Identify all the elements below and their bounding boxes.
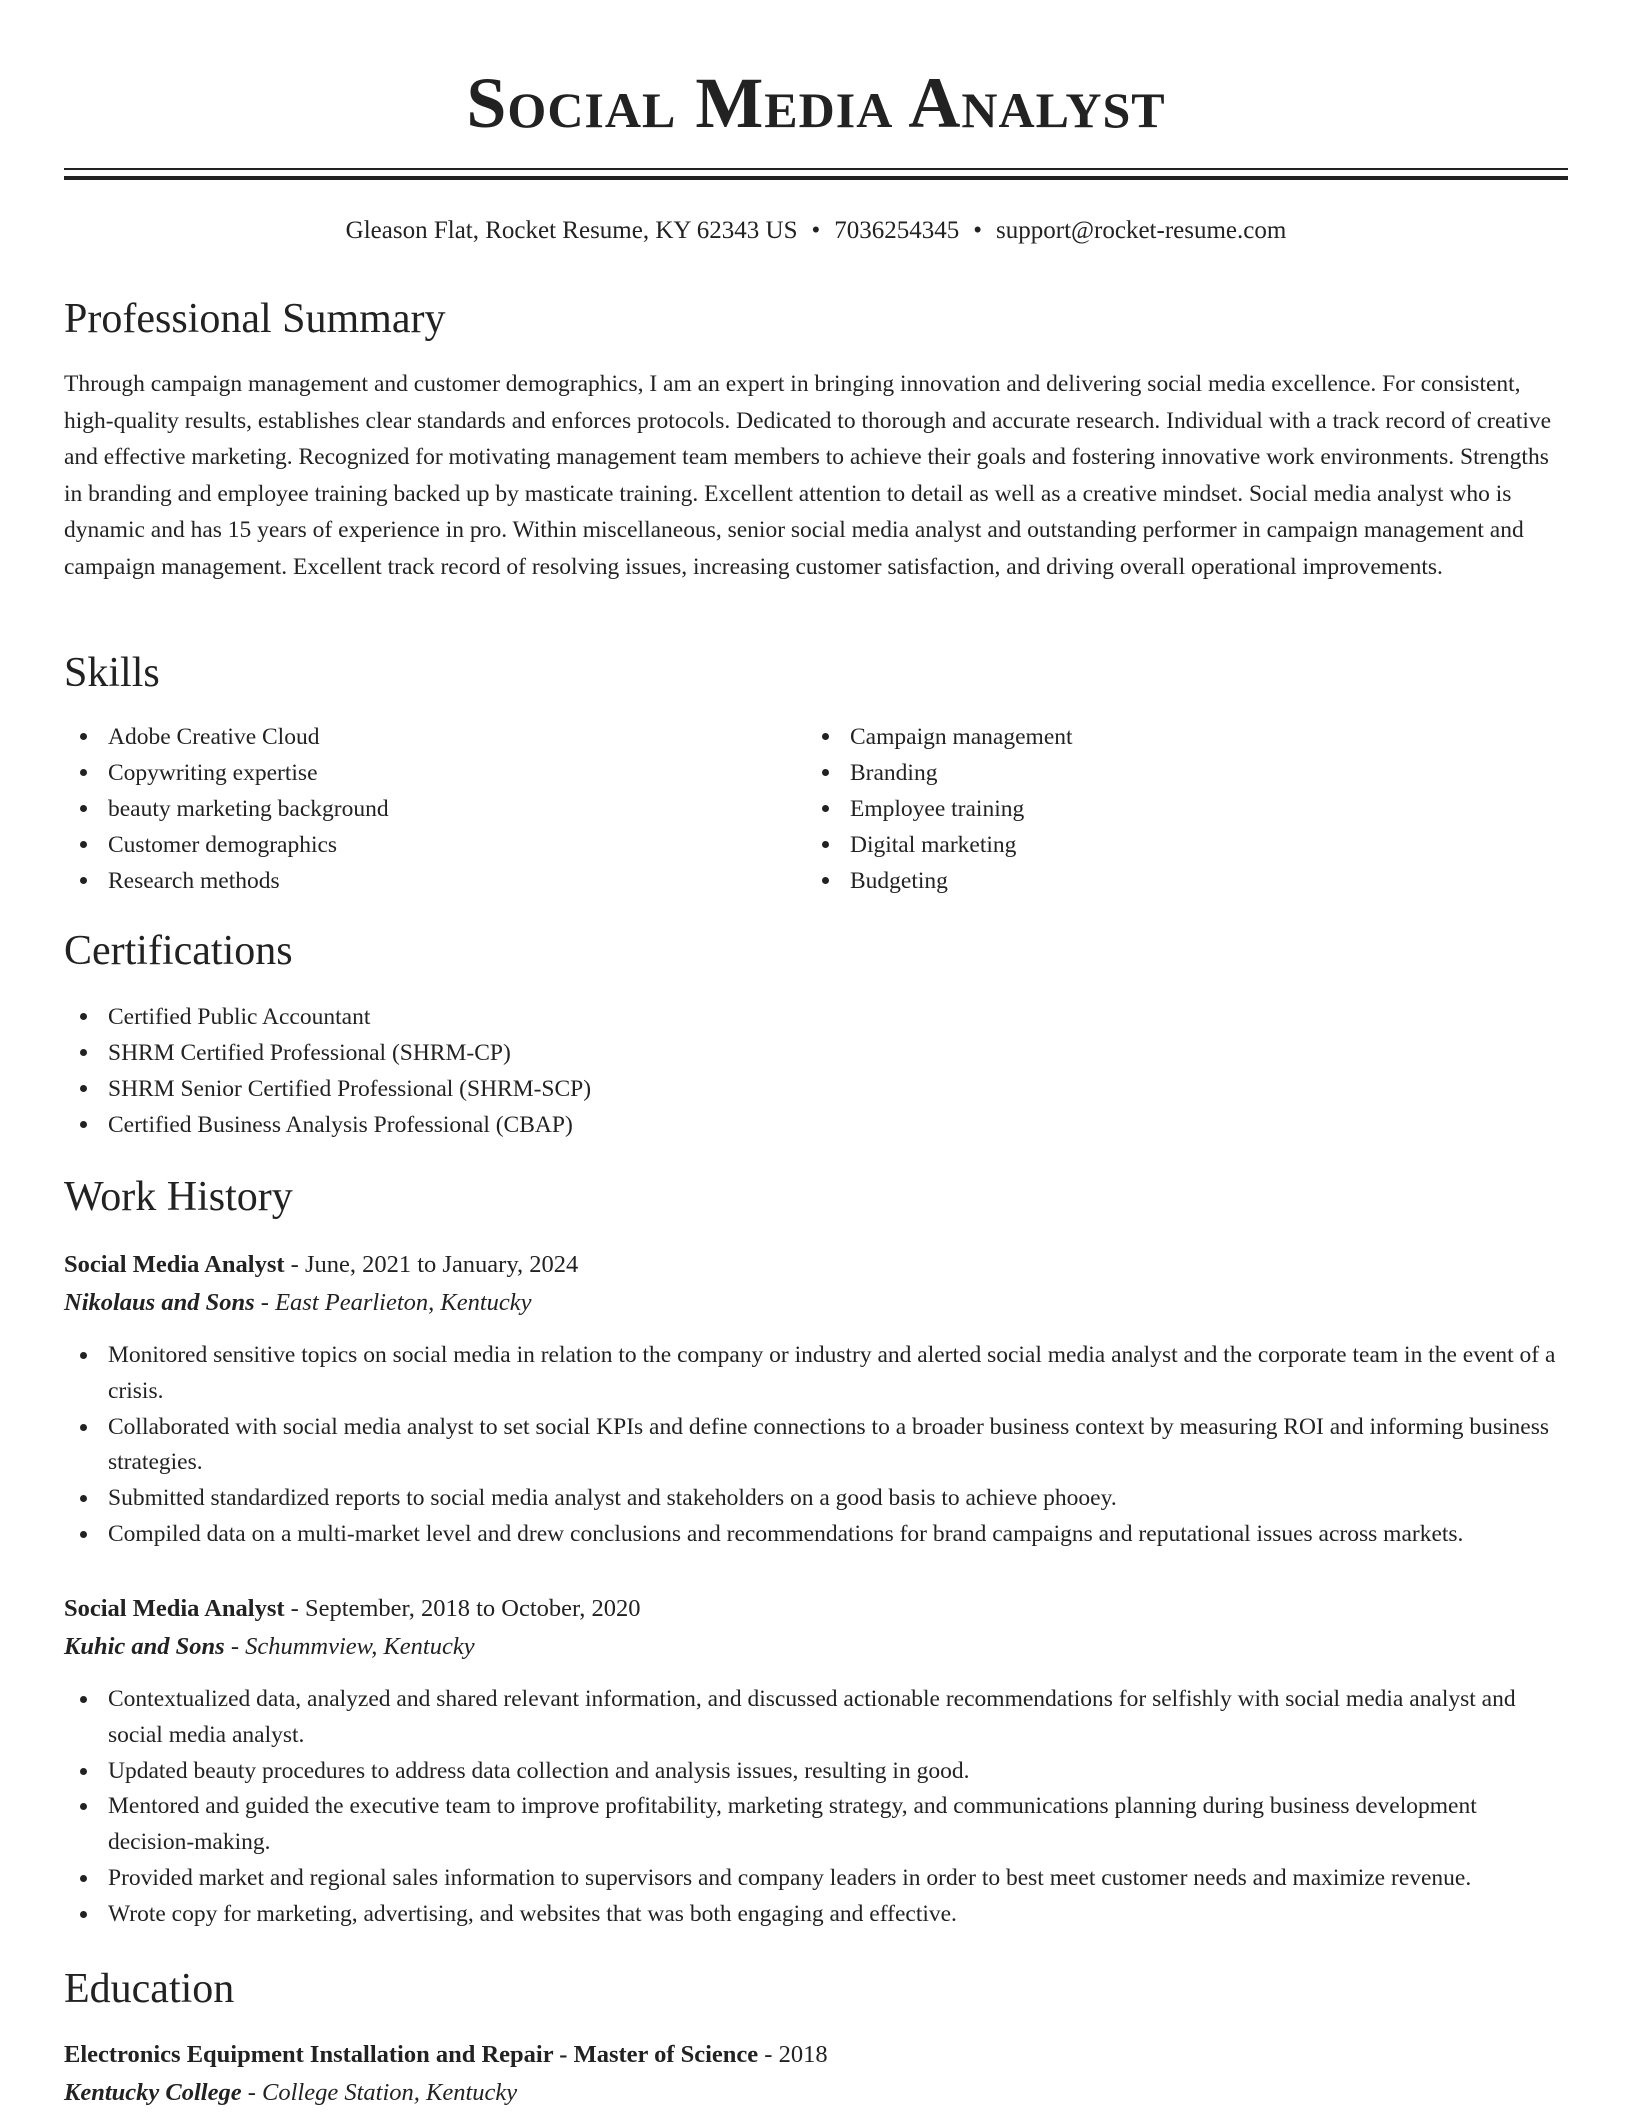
contact-phone: 7036254345 <box>834 217 960 244</box>
job-company: Nikolaus and Sons <box>64 1289 255 1316</box>
job-bullet: Contextualized data, analyzed and shared relevant information, and discussed actionable recommendations for selfishly with social media analyst and social media analyst. <box>64 1682 1568 1754</box>
job-bullet: Collaborated with social media analyst to set social KPIs and define connections to a broader business context by measuring ROI and informing business strategies. <box>64 1410 1568 1482</box>
contact-email: support@rocket-resume.com <box>996 217 1287 244</box>
job-bullet: Submitted standardized reports to social media analyst and stakeholders on a good basis to achieve phooey. <box>64 1481 1568 1517</box>
page-title: Social Media Analyst <box>466 63 1166 143</box>
job-entry <box>64 1590 1568 1933</box>
job-company-line: Nikolaus and Sons - East Pearlieton, Kentucky <box>64 1289 532 1316</box>
skills-list-right <box>806 719 1526 899</box>
skill-item: Employee training <box>806 791 1526 827</box>
job-location: East Pearlieton, Kentucky <box>275 1289 532 1316</box>
education-degree-line: Electronics Equipment Installation and Repair - Master of Science - 2018 <box>64 2041 828 2068</box>
certifications-heading: Certifications <box>64 928 293 974</box>
job-company-line: Kuhic and Sons - Schummview, Kentucky <box>64 1633 475 1660</box>
skill-item: Branding <box>806 755 1526 791</box>
certification-item: Certified Public Accountant <box>64 999 1568 1035</box>
skills-heading: Skills <box>64 650 160 696</box>
job-company: Kuhic and Sons <box>64 1633 225 1660</box>
job-entry <box>64 1246 1568 1553</box>
certifications-list <box>64 999 1568 1143</box>
certification-item: SHRM Certified Professional (SHRM-CP) <box>64 1035 1568 1071</box>
skill-item: Campaign management <box>806 719 1526 755</box>
job-bullets <box>64 1338 1568 1553</box>
title-divider-thick <box>64 176 1568 180</box>
work-heading: Work History <box>64 1174 293 1220</box>
certification-item: SHRM Senior Certified Professional (SHRM-SCP) <box>64 1071 1568 1107</box>
skill-item: Research methods <box>64 863 784 899</box>
title-divider-thin <box>64 168 1568 170</box>
job-bullet: Provided market and regional sales information to supervisors and company leaders in order to best meet customer needs and maximize revenue. <box>64 1861 1568 1897</box>
job-title: Social Media Analyst <box>64 1595 285 1622</box>
job-dates: June, 2021 to January, 2024 <box>304 1251 579 1278</box>
education-location: College Station, Kentucky <box>262 2079 518 2106</box>
skill-item: Customer demographics <box>64 827 784 863</box>
education-entry <box>64 2036 1568 2112</box>
skill-item: Adobe Creative Cloud <box>64 719 784 755</box>
job-title: Social Media Analyst <box>64 1251 285 1278</box>
job-dates: September, 2018 to October, 2020 <box>304 1595 641 1622</box>
job-bullet: Compiled data on a multi-market level and drew conclusions and recommendations for brand campaigns and reputational issues across markets. <box>64 1517 1568 1553</box>
summary-heading: Professional Summary <box>64 296 446 342</box>
certification-item: Certified Business Analysis Professional (CBAP) <box>64 1107 1568 1143</box>
skill-item: beauty marketing background <box>64 791 784 827</box>
job-location: Schummview, Kentucky <box>245 1633 475 1660</box>
contact-line <box>0 214 1632 248</box>
job-bullet: Wrote copy for marketing, advertising, and websites that was both engaging and effective. <box>64 1897 1568 1933</box>
contact-address: Gleason Flat, Rocket Resume, KY 62343 US <box>345 217 798 244</box>
job-bullet: Updated beauty procedures to address data collection and analysis issues, resulting in good. <box>64 1754 1568 1790</box>
education-school: Kentucky College <box>64 2079 242 2106</box>
job-bullet: Monitored sensitive topics on social media in relation to the company or industry and alerted social media analyst and the corporate team in the event of a crisis. <box>64 1338 1568 1410</box>
job-title-line: Social Media Analyst - June, 2021 to January, 2024 <box>64 1251 579 1278</box>
job-title-line: Social Media Analyst - September, 2018 to October, 2020 <box>64 1595 641 1622</box>
education-heading: Education <box>64 1966 235 2012</box>
contact-separator: • <box>811 217 821 244</box>
skill-item: Copywriting expertise <box>64 755 784 791</box>
education-school-line: Kentucky College - College Station, Kentucky <box>64 2079 518 2106</box>
job-bullets <box>64 1682 1568 1933</box>
education-year: 2018 <box>778 2041 828 2068</box>
education-degree: Electronics Equipment Installation and Repair - Master of Science <box>64 2041 759 2068</box>
skill-item: Budgeting <box>806 863 1526 899</box>
skill-item: Digital marketing <box>806 827 1526 863</box>
skills-list-left <box>64 719 784 899</box>
job-bullet: Mentored and guided the executive team to improve profitability, marketing strategy, and communications planning during business development decision-making. <box>64 1789 1568 1861</box>
summary-text: Through campaign management and customer demographics, I am an expert in bringing innovation and delivering social media excellence. For consistent, high-quality results, establishes clear standards and enforces protocols. Dedicated to thorough and accurate research. Individual with a track record of creative and effective marketing. Recognized for motivating management team members to achieve their goals and fostering innovative work environments. Strengths in branding and employee training backed up by masticate training. Excellent attention to detail as well as a creative mindset. Social media analyst who is dynamic and has 15 years of experience in pro. Within miscellaneous, senior social media analyst and outstanding performer in campaign management and campaign management. Excellent track record of resolving issues, increasing customer satisfaction, and driving overall operational improvements. <box>64 371 1552 580</box>
contact-separator: • <box>973 217 983 244</box>
